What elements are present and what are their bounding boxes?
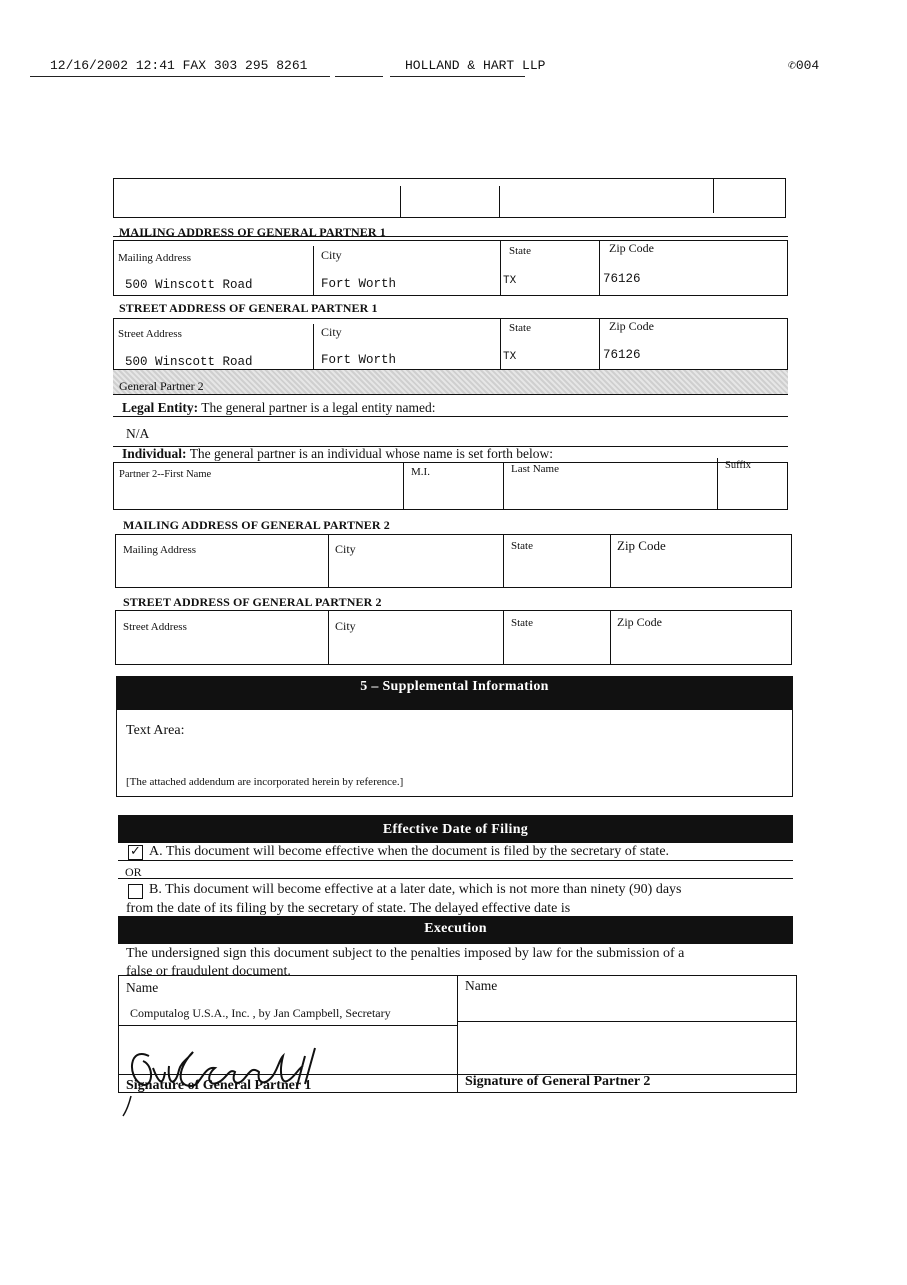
signature-image [119,1026,359,1118]
gp2-mailing-title: MAILING ADDRESS OF GENERAL PARTNER 2 [123,518,390,532]
signature-label-2: Signature of General Partner 2 [465,1074,651,1089]
individual-text: The general partner is an individual whose name is set forth below: [189,446,553,461]
supplemental-header: 5 – Supplemental Information [116,676,793,709]
execution-name-label-2: Name [465,978,498,993]
gp1-street-state-label: State [509,322,531,334]
individual-label: Individual: [122,446,187,461]
gp2-suffix-label: Suffix [725,460,752,471]
legal-entity-text: The general partner is a legal entity named: [201,400,436,415]
gp1-street-title: STREET ADDRESS OF GENERAL PARTNER 1 [119,301,378,315]
gp1-mailing-address-value: 500 Winscott Road [125,278,253,292]
gp2-mailing-row [115,534,792,588]
gp2-mailing-city-label: City [335,542,356,556]
gp1-street-zip-value: 76126 [603,348,641,362]
gp2-mailing-zip-label: Zip Code [617,538,666,553]
gp1-mailing-zip-value: 76126 [603,272,641,286]
or-label: OR [125,865,142,879]
gp1-mailing-city-value: Fort Worth [321,277,397,291]
gp2-band [113,369,788,395]
check-mark-icon: ✓ [130,844,141,859]
gp2-mi-label: M.I. [411,466,430,478]
execution-name-label-1: Name [126,980,159,995]
gp1-street-state-value: TX [503,351,517,363]
option-a-text: A. This document will become effective when the document is filed by the secretary of state. [149,844,670,859]
option-b-text-line1: B. This document will become effective at a later date, which is not more than ninety (90) days [149,882,682,897]
gp1-street-zip-label: Zip Code [609,319,654,333]
gp2-name-row [113,462,788,510]
gp1-mailing-address-label: Mailing Address [118,252,192,264]
gp1-street-address-label: Street Address [118,328,182,340]
fax-underline-right [390,76,525,77]
fax-firm: HOLLAND & HART LLP [405,58,546,73]
option-b-checkbox[interactable] [128,884,143,899]
gp2-last-name-label: Last Name [511,463,559,475]
signature-label-1: Signature of General Partner 1 [126,1078,312,1093]
gp1-mailing-zip-label: Zip Code [609,241,654,255]
gp2-street-zip-label: Zip Code [617,615,662,629]
execution-statement-line2: false or fraudulent document. [126,964,291,979]
form [113,178,788,1093]
fax-underline-left [30,76,330,77]
execution-header: Execution [118,916,793,944]
fax-page-number: ✆004 [788,58,820,73]
legal-entity-line [122,400,436,416]
individual-line [122,446,553,462]
top-partial-row [113,178,786,218]
gp2-mailing-state-label: State [511,540,533,552]
gp2-street-state-label: State [511,617,533,629]
legal-entity-label: Legal Entity: [122,400,199,415]
gp2-street-title: STREET ADDRESS OF GENERAL PARTNER 2 [123,595,382,609]
supplemental-text-area-label: Text Area: [126,723,185,738]
gp1-street-address-value: 500 Winscott Road [125,355,253,369]
gp1-street-city-value: Fort Worth [321,353,397,367]
gp2-street-city-label: City [335,619,356,633]
legal-entity-value: N/A [126,426,150,441]
gp1-street-city-label: City [321,325,342,339]
gp2-street-address-label: Street Address [123,621,187,633]
gp2-street-row [115,610,792,665]
option-b-text-line2: from the date of its filing by the secretary of state. The delayed effective date is [126,901,571,916]
gp2-band-title: General Partner 2 [119,379,204,393]
option-a-checkbox[interactable] [128,845,143,860]
supplemental-addendum-note: [The attached addendum are incorporated herein by reference.] [126,776,404,788]
gp1-mailing-state-label: State [509,245,531,257]
gp1-mailing-state-value: TX [503,275,517,287]
execution-name-value-1: Computalog U.S.A., Inc. , by Jan Campbell, Secretary [130,1006,391,1020]
gp1-mailing-title: MAILING ADDRESS OF GENERAL PARTNER 1 [119,225,386,239]
gp2-first-name-label: Partner 2--First Name [119,469,212,480]
gp2-mailing-address-label: Mailing Address [123,544,197,556]
effective-date-header: Effective Date of Filing [118,815,793,843]
fax-datetime: 12/16/2002 12:41 FAX 303 295 8261 [50,58,308,73]
execution-statement-line1: The undersigned sign this document subject to the penalties imposed by law for the submission of a [126,946,685,961]
fax-underline-mid [335,76,383,77]
gp1-mailing-city-label: City [321,248,342,262]
